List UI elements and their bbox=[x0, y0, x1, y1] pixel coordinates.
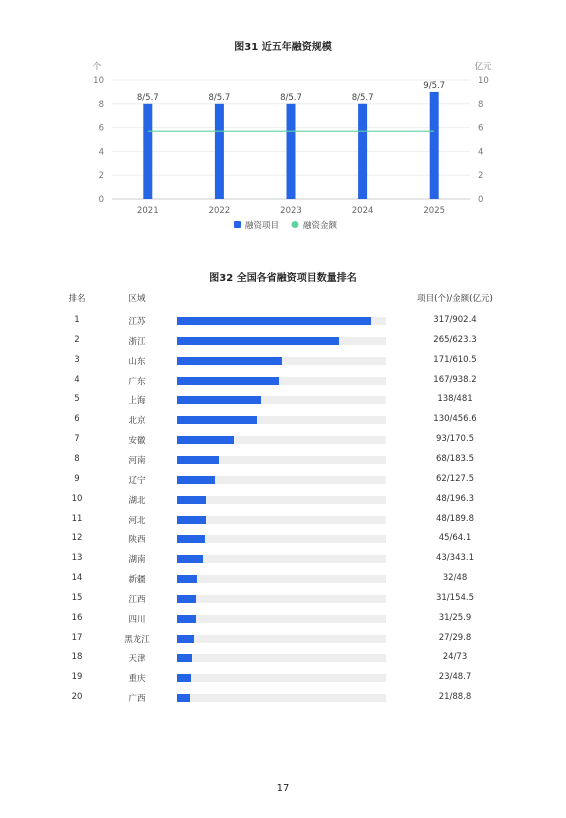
bar-track bbox=[177, 635, 386, 643]
rank-number: 11 bbox=[71, 513, 83, 524]
bar-track bbox=[177, 337, 386, 345]
ranking-row bbox=[0, 530, 566, 548]
legend-swatch bbox=[234, 221, 241, 228]
rank-number: 14 bbox=[71, 573, 83, 584]
rank-number: 3 bbox=[74, 354, 80, 365]
region-name: 黑龙江 bbox=[124, 634, 150, 645]
y-left-tick-label: 6 bbox=[98, 123, 104, 134]
value-label: 27/29.8 bbox=[438, 632, 472, 643]
ranking-row bbox=[0, 669, 566, 687]
y-right-tick-label: 10 bbox=[478, 76, 489, 86]
region-name: 河南 bbox=[128, 455, 146, 466]
region-name: 北京 bbox=[128, 416, 146, 427]
bar bbox=[177, 595, 196, 603]
legend-label: 融资项目 bbox=[245, 221, 280, 231]
y-left-tick-label: 0 bbox=[98, 195, 104, 205]
rank-number: 2 bbox=[74, 334, 80, 345]
x-tick-label: 2025 bbox=[423, 206, 446, 216]
bar-track bbox=[177, 396, 386, 404]
value-label: 62/127.5 bbox=[435, 473, 474, 484]
rank-number: 5 bbox=[74, 394, 80, 405]
y-left-tick-label: 10 bbox=[93, 76, 104, 86]
ranking-row bbox=[0, 411, 566, 429]
ranking-row bbox=[0, 610, 566, 628]
x-tick-label: 2022 bbox=[208, 206, 231, 216]
bar bbox=[177, 674, 191, 682]
ranking-row bbox=[0, 511, 566, 529]
ranking-row bbox=[0, 590, 566, 608]
value-label: 48/189.8 bbox=[435, 513, 474, 524]
region-name: 山东 bbox=[128, 356, 146, 367]
bar bbox=[177, 337, 339, 345]
region-name: 天津 bbox=[128, 654, 146, 665]
bar bbox=[287, 104, 296, 199]
bar bbox=[177, 516, 206, 524]
y-left-tick-label: 2 bbox=[98, 171, 104, 182]
region-name: 河北 bbox=[128, 515, 146, 526]
ranking-row bbox=[0, 352, 566, 370]
x-tick-label: 2023 bbox=[280, 206, 302, 216]
ranking-row bbox=[0, 550, 566, 568]
y-left-tick-label: 4 bbox=[98, 147, 104, 158]
y-left-unit: 个 bbox=[92, 62, 102, 72]
ranking-row bbox=[0, 630, 566, 648]
bar-track bbox=[177, 615, 386, 623]
bar-track bbox=[177, 456, 386, 464]
rank-number: 8 bbox=[74, 453, 80, 464]
legend-label: 融资金额 bbox=[303, 221, 338, 231]
chart2-title: 图32 全国各省融资项目数量排名 bbox=[209, 273, 357, 284]
region-name: 四川 bbox=[128, 614, 146, 625]
value-label: 265/623.3 bbox=[433, 334, 477, 345]
bar-track bbox=[177, 416, 386, 424]
ranking-row bbox=[0, 491, 566, 509]
region-name: 新疆 bbox=[128, 575, 146, 586]
ranking-row bbox=[0, 649, 566, 667]
data-label: 8/5.7 bbox=[208, 92, 231, 103]
rank-number: 17 bbox=[71, 632, 83, 643]
region-name: 上海 bbox=[128, 396, 146, 407]
bar-track bbox=[177, 357, 386, 365]
bar bbox=[177, 357, 282, 365]
region-header: 区域 bbox=[128, 294, 146, 304]
bar bbox=[215, 104, 224, 199]
value-label: 130/456.6 bbox=[433, 414, 477, 425]
value-header: 项目(个)/金额(亿元) bbox=[417, 294, 493, 304]
rank-number: 1 bbox=[74, 315, 80, 325]
region-name: 浙江 bbox=[128, 336, 146, 347]
y-right-tick-label: 6 bbox=[478, 123, 484, 134]
bar bbox=[177, 635, 194, 643]
y-right-tick-label: 0 bbox=[478, 195, 484, 205]
bar-track bbox=[177, 436, 386, 444]
bar bbox=[177, 555, 203, 563]
bar-track bbox=[177, 654, 386, 662]
value-label: 31/25.9 bbox=[438, 612, 472, 623]
page-number: 17 bbox=[276, 783, 290, 794]
ranking-row bbox=[0, 570, 566, 588]
region-name: 安徽 bbox=[128, 436, 146, 447]
ranking-row bbox=[0, 372, 566, 390]
bar bbox=[177, 436, 234, 444]
value-label: 23/48.7 bbox=[438, 672, 472, 683]
rank-number: 15 bbox=[71, 592, 83, 603]
region-name: 江西 bbox=[128, 594, 146, 605]
region-name: 湖北 bbox=[128, 495, 146, 506]
rank-number: 10 bbox=[71, 493, 83, 504]
value-label: 171/610.5 bbox=[433, 354, 477, 365]
ranking-row bbox=[0, 451, 566, 469]
ranking-row bbox=[0, 312, 566, 330]
bar bbox=[177, 456, 219, 464]
y-right-unit: 亿元 bbox=[474, 62, 492, 72]
data-label: 8/5.7 bbox=[280, 92, 302, 103]
ranking-row bbox=[0, 431, 566, 449]
rank-number: 9 bbox=[74, 473, 80, 484]
ranking-row bbox=[0, 689, 566, 707]
bar bbox=[177, 396, 261, 404]
rank-number: 13 bbox=[71, 553, 83, 564]
x-tick-label: 2021 bbox=[136, 206, 159, 216]
rank-number: 4 bbox=[74, 374, 80, 385]
rank-number: 7 bbox=[74, 434, 80, 445]
bar bbox=[143, 104, 152, 199]
legend-swatch bbox=[292, 221, 299, 228]
bar bbox=[430, 92, 439, 199]
bar-track bbox=[177, 595, 386, 603]
bar-track bbox=[177, 496, 386, 504]
value-label: 24/73 bbox=[442, 652, 468, 663]
value-label: 317/902.4 bbox=[433, 315, 477, 325]
bar bbox=[177, 694, 190, 702]
data-label: 8/5.7 bbox=[351, 92, 374, 103]
bar bbox=[177, 416, 257, 424]
value-label: 31/154.5 bbox=[435, 592, 474, 603]
data-label: 8/5.7 bbox=[136, 92, 159, 103]
y-right-tick-label: 4 bbox=[478, 147, 484, 158]
rank-number: 12 bbox=[71, 533, 83, 544]
bar bbox=[177, 654, 192, 662]
data-label: 9/5.7 bbox=[423, 80, 446, 91]
rank-number: 20 bbox=[71, 692, 83, 703]
region-name: 重庆 bbox=[128, 674, 146, 685]
value-label: 48/196.3 bbox=[435, 493, 474, 504]
bar-track bbox=[177, 575, 386, 583]
bar-track bbox=[177, 535, 386, 543]
chart1-title: 图31 近五年融资规模 bbox=[234, 42, 332, 53]
y-right-tick-label: 8 bbox=[478, 99, 484, 110]
y-right-tick-label: 2 bbox=[478, 171, 484, 182]
x-tick-label: 2024 bbox=[351, 206, 374, 216]
bar-track bbox=[177, 555, 386, 563]
bar-track bbox=[177, 516, 386, 524]
rank-number: 19 bbox=[71, 672, 83, 683]
rank-header: 排名 bbox=[68, 294, 86, 304]
bar bbox=[177, 476, 215, 484]
ranking-row bbox=[0, 332, 566, 350]
ranking-row bbox=[0, 471, 566, 489]
region-name: 江苏 bbox=[128, 317, 146, 327]
region-name: 广东 bbox=[128, 376, 146, 387]
value-label: 45/64.1 bbox=[438, 533, 472, 544]
bar bbox=[177, 496, 206, 504]
value-label: 68/183.5 bbox=[435, 453, 474, 464]
rank-number: 6 bbox=[74, 414, 80, 425]
financing-scale-chart bbox=[0, 55, 566, 240]
value-label: 43/343.1 bbox=[435, 553, 474, 564]
bar bbox=[177, 377, 279, 385]
bar bbox=[177, 317, 371, 325]
region-name: 辽宁 bbox=[128, 475, 146, 486]
bar-track bbox=[177, 377, 386, 385]
value-label: 167/938.2 bbox=[433, 374, 477, 385]
bar bbox=[177, 575, 197, 583]
bar bbox=[177, 535, 205, 543]
value-label: 32/48 bbox=[442, 573, 468, 584]
bar-track bbox=[177, 476, 386, 484]
rank-number: 16 bbox=[71, 612, 83, 623]
bar bbox=[358, 104, 367, 199]
value-label: 21/88.8 bbox=[438, 692, 472, 703]
value-label: 93/170.5 bbox=[435, 434, 474, 445]
bar-track bbox=[177, 674, 386, 682]
region-name: 湖南 bbox=[128, 555, 146, 566]
rank-number: 18 bbox=[71, 652, 83, 663]
bar bbox=[177, 615, 196, 623]
value-label: 138/481 bbox=[437, 394, 473, 405]
y-left-tick-label: 8 bbox=[98, 99, 104, 110]
bar-track bbox=[177, 694, 386, 702]
region-name: 陕西 bbox=[128, 535, 146, 546]
region-name: 广西 bbox=[128, 694, 146, 705]
bar-track bbox=[177, 317, 386, 325]
ranking-row bbox=[0, 391, 566, 409]
